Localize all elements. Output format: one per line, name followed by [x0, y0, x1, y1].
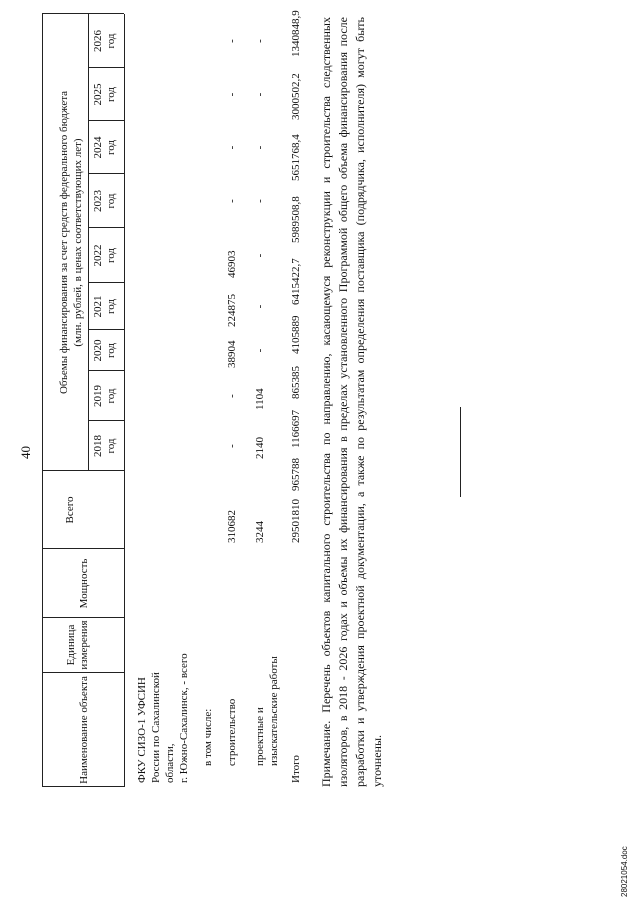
page-number: 40 [18, 446, 33, 459]
year-unit: год [105, 298, 117, 315]
totals-value: 5989508,8 [290, 196, 302, 243]
row-label-line: изыскательские работы [268, 656, 280, 766]
year-header [92, 371, 118, 421]
object-name-line: России по Сахалинской [150, 672, 162, 783]
note-paragraph: Примечание. Перечень объектов капитального строительства по направлению, касающемуся реконструкции и строительства следственных изоляторов, в 2018 - 2026 годах и объемы их финансирования в пределах установленного Программой общего объема финансирования после разработки и утверждения проектной документации, а также по результатам определения поставщика (подрядчика, исполнителя) могут быть уточнены. [319, 17, 384, 787]
totals-total: 29501810 [290, 499, 302, 543]
year-header [92, 68, 118, 121]
row-value: - [254, 92, 266, 97]
year-label: 2026 [92, 30, 104, 52]
year-unit: год [105, 388, 117, 404]
row-value: - [254, 199, 266, 203]
row-value: - [226, 444, 238, 448]
row-label: строительство [226, 698, 238, 766]
row-value: - [226, 145, 238, 150]
totals-value: 865385 [290, 366, 302, 399]
totals-value: 5651768,4 [290, 134, 302, 181]
year-unit: год [105, 139, 117, 156]
row-value: 2140 [254, 437, 266, 459]
totals-value: 965788 [290, 458, 302, 491]
year-label: 2023 [92, 190, 104, 212]
totals-value: 6415422,7 [290, 258, 302, 305]
table-top-border [42, 14, 43, 787]
year-header [92, 330, 118, 371]
row-value: - [254, 304, 266, 309]
year-header [92, 174, 118, 228]
row-total: 310682 [226, 510, 238, 543]
totals-value: 4105889 [290, 315, 302, 354]
year-header [92, 283, 118, 330]
row-value: - [254, 253, 266, 258]
funding-header-divider [88, 14, 89, 471]
row-value: - [226, 199, 238, 203]
year-label: 2022 [92, 244, 104, 267]
header-funding-subtitle: (млн. рублей, в ценах соответствующих лет) [72, 138, 84, 347]
row-value: 1104 [254, 388, 266, 410]
year-label: 2019 [92, 385, 104, 407]
totals-value: 3000502,2 [290, 73, 302, 120]
separator-line [460, 407, 461, 497]
year-label: 2018 [92, 435, 104, 457]
totals-value: 1166697 [290, 409, 302, 448]
object-name-line: г. Южно-Сахалинск, - всего [178, 653, 190, 783]
including-label: в том числе: [202, 708, 214, 766]
object-name-line: ФКУ СИЗО-1 УФСИН [136, 677, 148, 783]
totals-value: 1340848,9 [290, 10, 302, 57]
header-capacity: Мощность [78, 558, 90, 609]
year-label: 2021 [92, 295, 104, 318]
footer-code: 28021054.doc [620, 846, 629, 897]
object-name-line: области, [164, 743, 176, 783]
totals-label: Итого [290, 755, 302, 783]
header-bottom-border [124, 14, 125, 787]
header-total: Всего [64, 496, 76, 524]
row-value: - [226, 92, 238, 97]
row-value: - [226, 394, 238, 398]
year-header [92, 121, 118, 174]
row-value: - [254, 348, 266, 353]
year-unit: год [105, 193, 117, 209]
row-total: 3244 [254, 521, 266, 543]
header-unit: Единица измерения [65, 620, 90, 670]
year-unit: год [105, 86, 117, 103]
header-object-name: Наименование объекта [78, 676, 90, 784]
year-unit: год [105, 342, 117, 359]
row-value: 224875 [226, 294, 238, 327]
year-label: 2024 [92, 136, 104, 159]
row-label-line: проектные и [254, 707, 266, 766]
year-unit: год [105, 438, 117, 454]
row-value: 38904 [226, 340, 238, 368]
year-header [92, 421, 118, 471]
row-value: - [226, 39, 238, 43]
year-header [92, 228, 118, 283]
year-label: 2025 [92, 83, 104, 106]
year-header [92, 14, 118, 68]
row-value: - [254, 145, 266, 150]
row-value: 46903 [226, 250, 238, 278]
year-unit: год [105, 33, 117, 49]
year-label: 2020 [92, 339, 104, 362]
header-funding-title: Объемы финансирования за счет средств федерального бюджета [58, 90, 70, 395]
year-unit: год [105, 247, 117, 264]
row-value: - [254, 39, 266, 43]
